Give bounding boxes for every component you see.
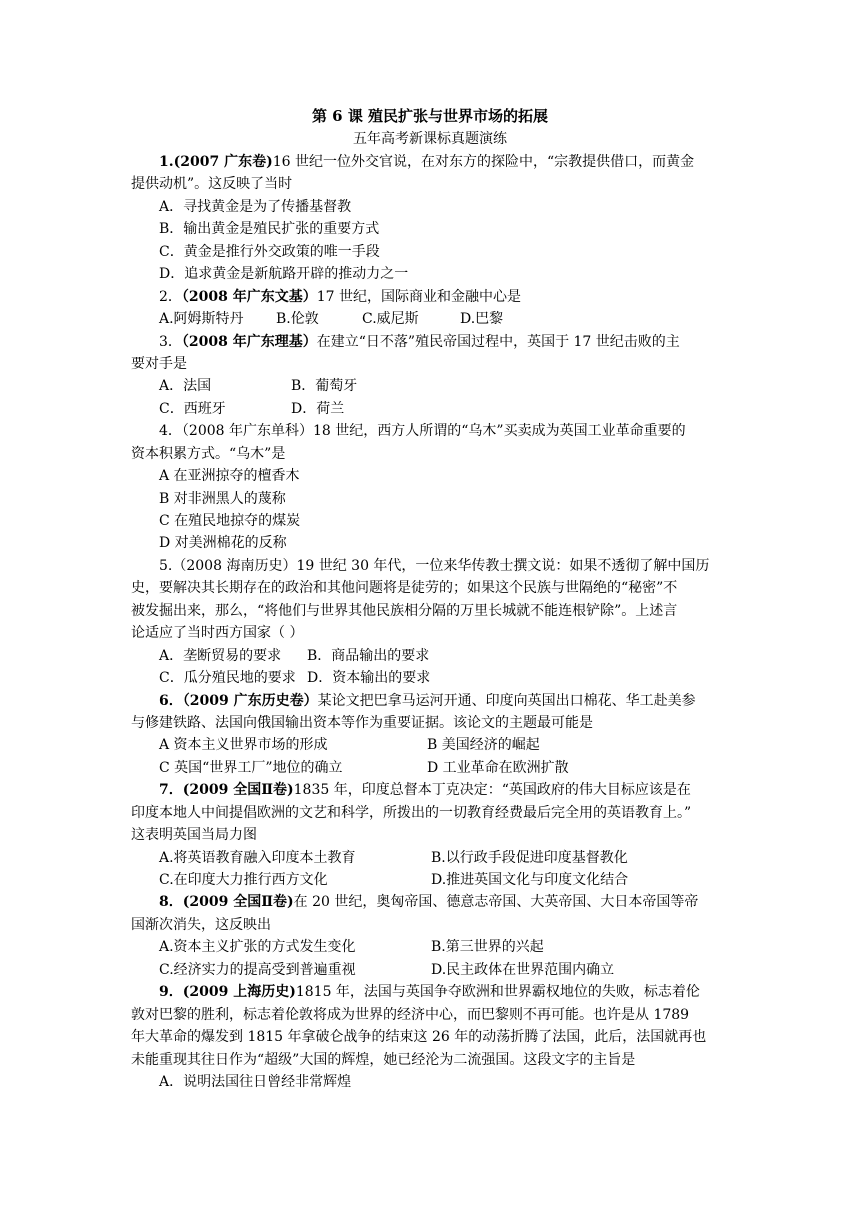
option-d: D.巴黎: [460, 311, 504, 328]
question-text: 这表明英国当局力图: [131, 827, 257, 844]
question-2-options: [131, 308, 743, 330]
question-list: [131, 151, 743, 1093]
option-b: B．输出黄金是殖民扩张的重要方式: [159, 221, 380, 238]
question-text: 18 世纪，西方人所谓的“乌木”买卖成为英国工业革命重要的: [313, 423, 686, 440]
question-text: 印度本地人中间提倡欧洲的文艺和科学，所拨出的一切教育经费最后完全用的英语教育上。”: [131, 804, 692, 821]
question-3-stem: [131, 331, 743, 353]
option-a: A.阿姆斯特丹: [159, 311, 244, 328]
option-a: A．说明法国往日曾经非常辉煌: [159, 1073, 352, 1090]
option-c: C．西班牙: [159, 400, 226, 417]
question-text: 19 世纪 30 年代，一位来华传教士撰文说：如果不透彻了解中国历: [296, 557, 710, 574]
question-3-options-row2: [131, 398, 743, 420]
question-text: 在 20 世纪，奥匈帝国、德意志帝国、大英帝国、大日本帝国等帝: [293, 894, 699, 911]
question-text: 年大革命的爆发到 1815 年拿破仑战争的结束这 26 年的动荡折腾了法国，此后，法国就再也: [131, 1029, 707, 1046]
question-6-stem: [131, 690, 743, 712]
option-b: B.第三世界的兴起: [431, 939, 544, 956]
option-d: D 工业革命在欧洲扩散: [427, 759, 569, 776]
question-text: 未能重现其往日作为“超级”大国的辉煌，她已经沦为二流强国。这段文字的主旨是: [131, 1051, 636, 1068]
option-d: D．荷兰: [291, 400, 345, 417]
page-title: 第 6 课 殖民扩张与世界市场的拓展: [311, 107, 549, 125]
option-a: A．寻找黄金是为了传播基督教: [159, 198, 352, 215]
question-text: 敦对巴黎的胜利，标志着伦敦将成为世界的经济中心，而巴黎则不再可能。也许是从 1789: [131, 1006, 690, 1023]
option-b: B．葡萄牙: [291, 378, 358, 395]
question-number: 4．: [159, 423, 182, 440]
question-7-options-row2: [131, 869, 743, 891]
question-5-options-row2: [131, 667, 743, 689]
option-c: C.在印度大力推行西方文化: [159, 872, 328, 888]
question-text: 被发掘出来，那么，“将他们与世界其他民族相分隔的万里长城就不能连根铲除”。上述言: [131, 602, 678, 619]
question-text: 1815 年，法国与英国争夺欧洲和世界霸权地位的失败，标志着伦: [295, 984, 700, 1001]
question-source: （2008 年广东理基）: [181, 333, 317, 350]
question-4-stem: [131, 420, 743, 442]
option-a: A．垄断贸易的要求: [159, 647, 282, 664]
question-8-options-row2: [131, 959, 743, 981]
question-number: 5.: [159, 557, 173, 574]
option-a: A.资本主义扩张的方式发生变化: [159, 939, 356, 956]
option-d: D.民主政体在世界范围内确立: [431, 961, 615, 978]
question-2-stem: [131, 286, 743, 308]
option-a: A 在亚洲掠夺的檀香木: [159, 468, 300, 485]
question-6-options-row1: [131, 734, 743, 756]
question-text: 17 世纪，国际商业和金融中心是: [316, 288, 522, 305]
option-b: B 美国经济的崛起: [427, 737, 540, 754]
question-source: （2008 年广东单科）: [181, 423, 314, 440]
question-text: 论适应了当时西方国家（ ）: [131, 625, 304, 642]
option-b: B.伦敦: [276, 311, 319, 328]
question-8-options-row1: [131, 936, 743, 958]
question-5-stem: [131, 555, 743, 577]
option-b: B 对非洲黑人的蔑称: [159, 490, 286, 507]
question-source: (2009 全国Ⅱ卷): [182, 894, 294, 911]
question-text: 某论文把巴拿马运河开通、印度向英国出口棉花、华工赴美参: [317, 692, 696, 709]
question-text: 在建立“日不落”殖民帝国过程中，英国于 17 世纪击败的主: [316, 333, 680, 350]
question-text: 16 世纪一位外交官说，在对东方的探险中，“宗教提供借口，而黄金: [272, 154, 695, 170]
question-text: 与修建铁路、法国向俄国输出资本等作为重要证据。该论文的主题最可能是: [131, 714, 593, 731]
question-number: 1.: [159, 154, 174, 170]
page-subtitle: 五年高考新课标真题演练: [353, 131, 507, 147]
question-number: 8．: [159, 894, 183, 911]
question-8-stem: [131, 891, 743, 913]
option-c: C．黄金是推行外交政策的唯一手段: [159, 243, 380, 260]
question-3-options-row1: [131, 375, 743, 397]
question-number: 3．: [159, 333, 182, 350]
question-6-options-row2: [131, 757, 743, 779]
question-source: (2009 全国Ⅱ卷): [182, 782, 294, 799]
question-source: （2008 海南历史）: [172, 557, 297, 574]
question-source: (2009 上海历史): [182, 984, 296, 1001]
option-a: A 资本主义世界市场的形成: [159, 737, 328, 754]
question-number: 6．: [159, 692, 183, 709]
question-text: 提供动机”。这反映了当时: [131, 176, 293, 193]
question-text: 要对手是: [131, 355, 187, 372]
question-5-options-row1: [131, 645, 743, 667]
question-7-stem: [131, 779, 743, 801]
question-text: 1835 年，印度总督本丁克决定：“英国政府的伟大目标应该是在: [293, 782, 691, 799]
option-c: C.威尼斯: [362, 311, 419, 328]
option-d: D．追求黄金是新航路开辟的推动力之一: [159, 266, 409, 283]
option-a: A.将英语教育融入印度本土教育: [159, 849, 356, 866]
question-source: （2009 广东历史卷）: [182, 692, 318, 709]
option-c: C.经济实力的提高受到普遍重视: [159, 961, 356, 978]
question-number: 9．: [159, 984, 183, 1001]
option-d: D 对美洲棉花的反称: [159, 535, 287, 552]
question-text: 史，要解决其长期存在的政治和其他问题将是徒劳的；如果这个民族与世隔绝的“秘密”不: [131, 580, 678, 597]
option-a: A．法国: [159, 378, 212, 395]
question-9-stem: [131, 981, 743, 1003]
option-c: C 在殖民地掠夺的煤炭: [159, 513, 301, 529]
question-text: 资本积累方式。“乌木”是: [131, 445, 286, 462]
option-d: D．资本输出的要求: [307, 670, 431, 687]
question-number: 7．: [159, 782, 183, 799]
question-source: （2008 年广东文基）: [181, 288, 317, 305]
question-1-stem: [131, 151, 743, 173]
option-d: D.推进英国文化与印度文化结合: [431, 872, 629, 888]
option-c: C．瓜分殖民地的要求: [159, 670, 296, 687]
question-7-options-row1: [131, 847, 743, 869]
option-b: B.以行政手段促进印度基督教化: [431, 849, 628, 866]
question-number: 2．: [159, 288, 182, 305]
option-b: B．商品输出的要求: [307, 647, 430, 664]
question-source: (2007 广东卷): [173, 154, 273, 170]
question-text: 国渐次消失，这反映出: [131, 916, 271, 933]
option-c: C 英国“世界工厂”地位的确立: [159, 759, 343, 776]
